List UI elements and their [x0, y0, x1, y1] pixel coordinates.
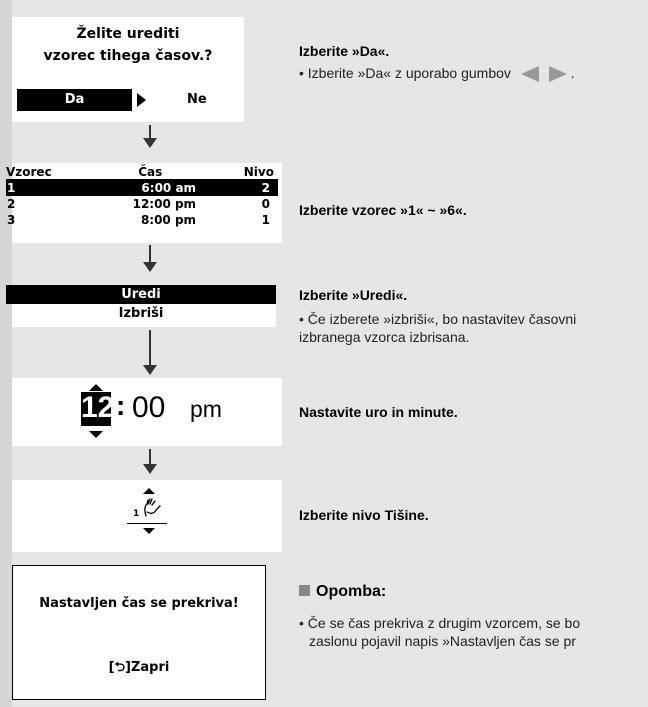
step1-description [299, 65, 574, 82]
dialog-question-line1: Želite urediti [76, 26, 180, 42]
table-header-row [6, 163, 278, 180]
step3-instruction [299, 287, 576, 345]
edit-menu-screen [12, 285, 276, 327]
minutes-value[interactable]: 00 [132, 391, 166, 424]
dialog-question-line2: vzorec tihega časov.? [43, 48, 213, 64]
close-button[interactable]: [⮌]Zapri [108, 660, 170, 675]
note-heading [299, 583, 580, 601]
menu-item-edit-label: Uredi [121, 287, 161, 302]
time-cell: 8:00 pm [140, 213, 197, 227]
pattern-cell: 1 [7, 181, 16, 195]
selection-arrow-icon [137, 93, 146, 107]
column-header-level: Nivo [243, 164, 274, 179]
step3-desc-line2: izbranega vzorca izbrisana. [299, 329, 470, 345]
step5-instruction [299, 507, 429, 523]
no-button[interactable]: Ne [187, 92, 207, 107]
time-cell: 6:00 am [141, 181, 197, 195]
pattern-cell: 2 [7, 197, 16, 211]
note-desc-line1: • Če se čas prekriva z drugim vzorcem, se bo [299, 615, 581, 631]
note-square-icon [299, 585, 310, 596]
overlap-warning-dialog [12, 565, 266, 700]
note-title: Opomba: [316, 583, 387, 600]
step3-desc-line1: • Če izberete »izbriši«, bo nastavitev časovni [299, 311, 577, 327]
menu-item-edit[interactable] [6, 285, 276, 304]
step1-instruction [299, 43, 574, 82]
hour-up-arrow-icon[interactable] [89, 384, 103, 391]
hour-field[interactable] [81, 391, 115, 426]
pattern-cell: 3 [7, 213, 16, 227]
pattern-list-screen [6, 163, 282, 243]
time-setting-screen [12, 378, 282, 446]
step1-desc-text: • Izberite »Da« z uporabo gumbov [299, 65, 511, 81]
step1-desc-suffix: . [570, 65, 575, 81]
level-cell: 2 [261, 181, 270, 195]
yes-button[interactable] [17, 89, 132, 111]
hour-down-arrow-icon[interactable] [89, 431, 103, 438]
ampm-value[interactable]: pm [190, 396, 222, 422]
page-margin [0, 0, 12, 707]
left-button-icon [521, 66, 539, 82]
step1-title: Izberite »Da«. [299, 43, 390, 59]
silent-hand-icon [138, 496, 164, 520]
column-header-pattern: Vzorec [6, 164, 52, 179]
menu-item-delete[interactable]: Izbriši [118, 306, 164, 321]
time-separator: : [116, 390, 126, 421]
table-header-divider [6, 179, 278, 180]
level-up-arrow-icon[interactable] [143, 488, 155, 494]
right-button-icon [549, 66, 567, 82]
level-cell: 0 [261, 197, 270, 211]
yes-button-label: Da [64, 92, 85, 107]
step2-instruction [299, 202, 467, 218]
hour-value: 12 [81, 391, 115, 424]
pattern-table [6, 163, 278, 228]
level-cell: 1 [261, 213, 270, 227]
column-header-time: Čas [138, 164, 163, 179]
overlap-message: Nastavljen čas se prekriva! [39, 596, 239, 611]
level-divider [127, 523, 167, 524]
step5-title: Izberite nivo Tišine. [299, 507, 429, 523]
note-desc-line2: zaslonu pojavil napis »Nastavljen čas se pr [309, 633, 576, 649]
step4-title: Nastavite uro in minute. [299, 404, 458, 420]
note-section [299, 583, 580, 649]
edit-confirm-dialog [12, 17, 244, 122]
table-row[interactable] [6, 180, 278, 196]
table-row[interactable] [6, 212, 278, 228]
step4-instruction [299, 404, 458, 420]
time-cell: 12:00 pm [132, 197, 197, 211]
level-setting-screen [12, 480, 282, 552]
level-down-arrow-icon[interactable] [143, 528, 155, 534]
level-value: 1 [133, 509, 140, 519]
table-row[interactable] [6, 196, 278, 212]
step2-title: Izberite vzorec »1« ~ »6«. [299, 202, 467, 218]
step3-title: Izberite »Uredi«. [299, 287, 408, 303]
